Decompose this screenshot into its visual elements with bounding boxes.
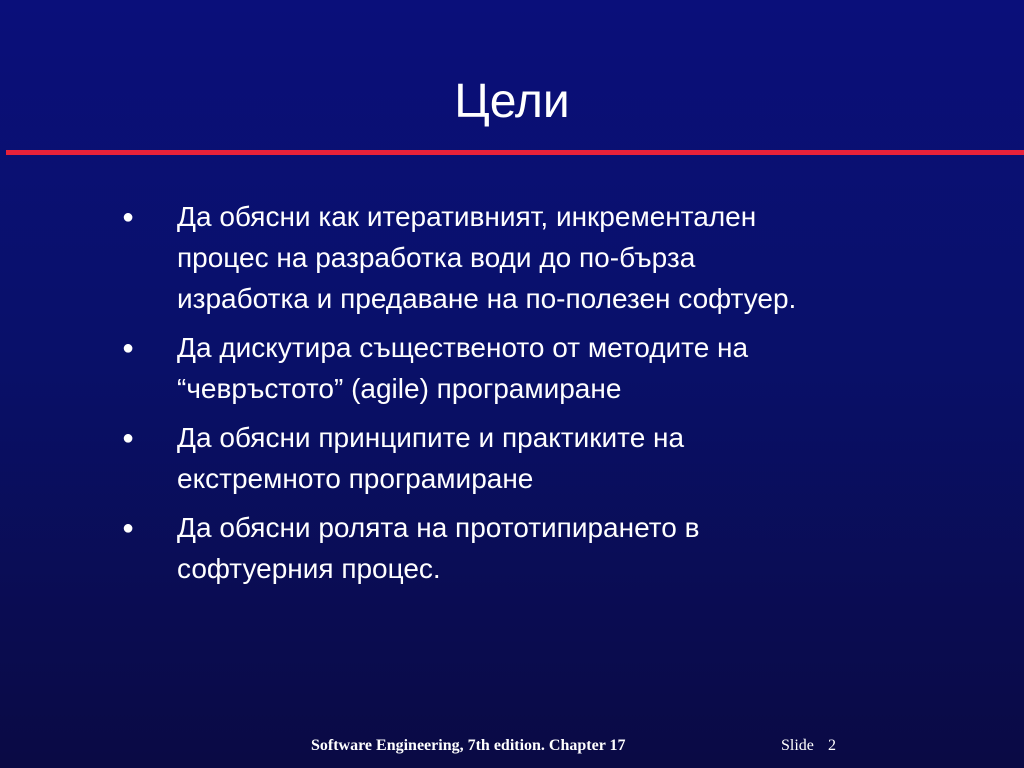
bullet-icon: ● [122,517,135,539]
bullet-list [122,196,952,597]
bullet-item [122,417,952,499]
slide-title: Цели [454,75,570,128]
bullet-text: Да обясни как итеративният, инкрементален процес на разработка води до по-бърза изработка и предаване на по-полезен софтуер. [177,201,797,314]
bullet-item [122,507,952,589]
bullet-icon: ● [122,427,135,449]
footer-book-title: Software Engineering, 7th edition. Chapter 17 [311,737,626,754]
footer-slide-number: 2 [828,737,836,754]
bullet-item [122,327,952,409]
bullet-text: Да обясни принципите и практиките на екстремното програмиране [177,422,685,494]
bullet-icon: ● [122,337,135,359]
bullet-text: Да дискутира същественото от методите на “чевръстото” (agile) програмиране [177,332,749,404]
slide-footer [0,737,1024,759]
title-divider [6,150,1024,155]
bullet-text: Да обясни ролята на прототипирането в софтуерния процес. [177,512,700,584]
bullet-icon: ● [122,206,135,228]
bullet-item [122,196,952,319]
footer-slide-label: Slide [781,737,814,754]
